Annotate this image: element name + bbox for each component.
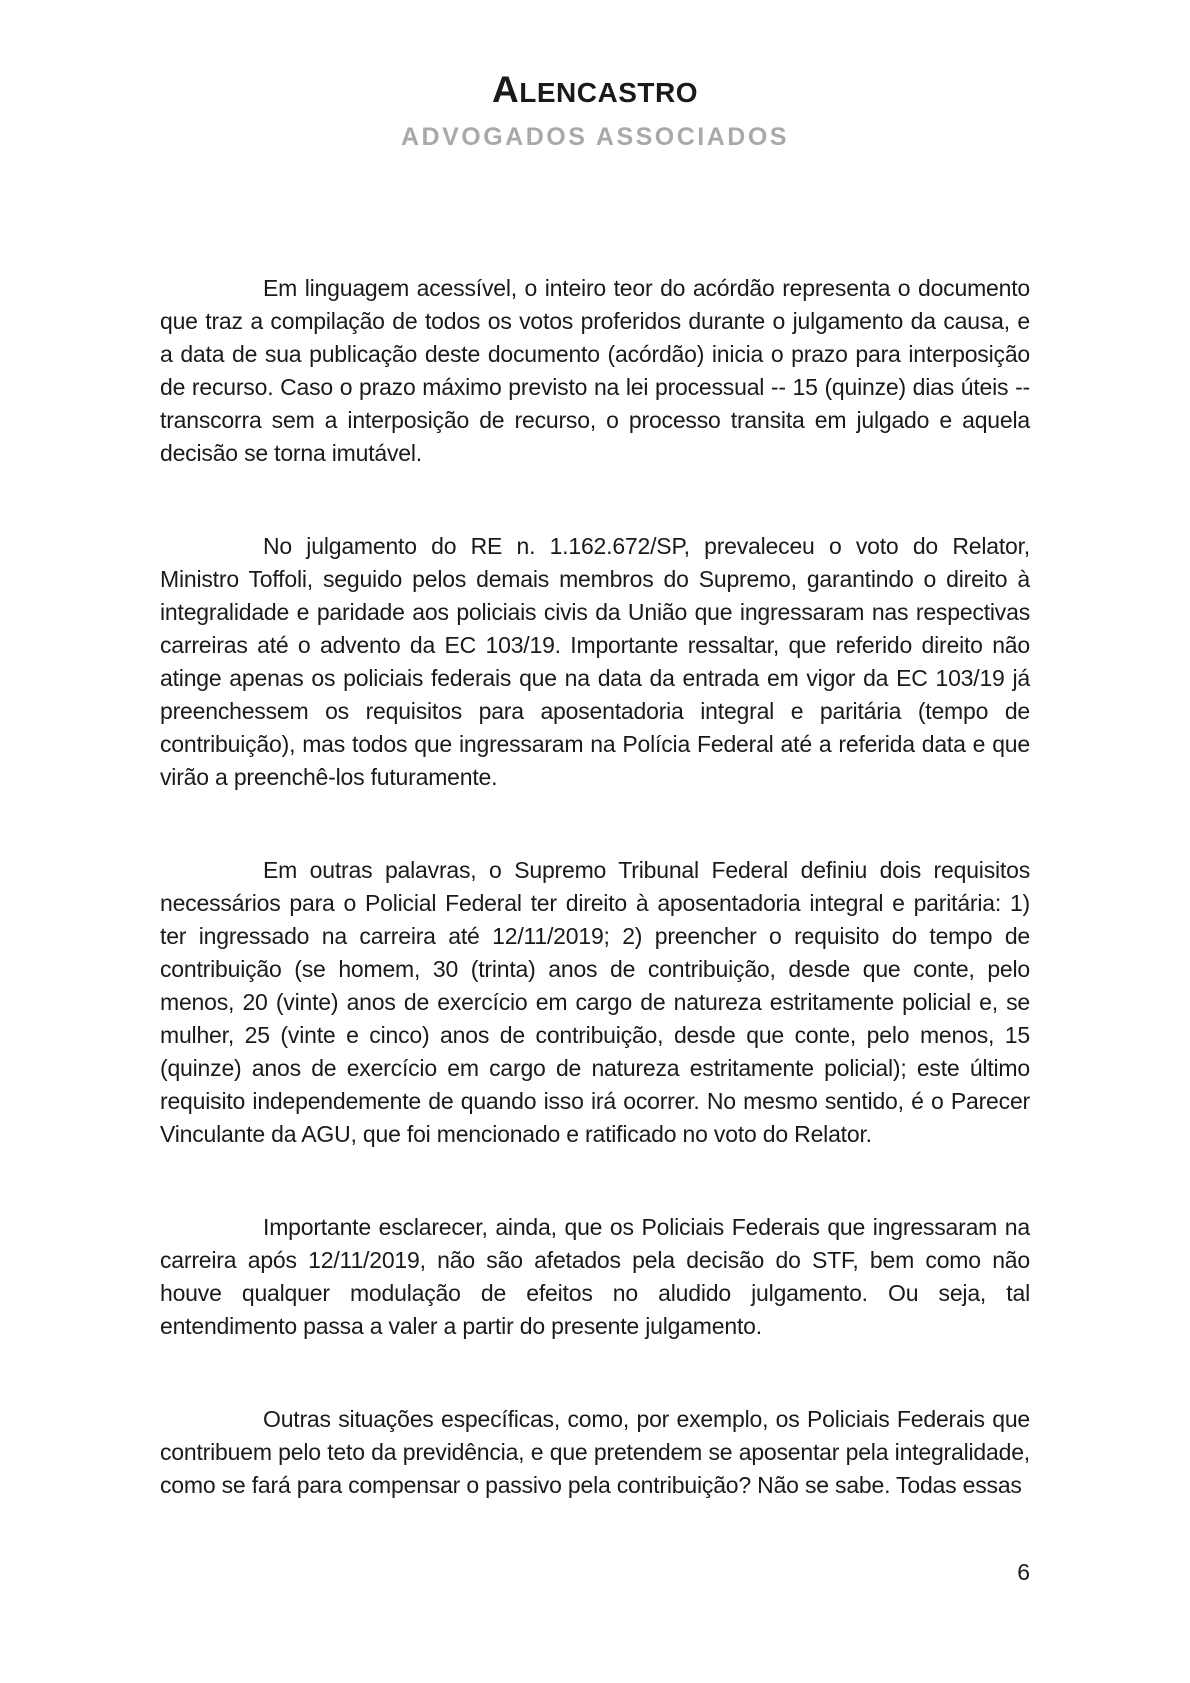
document-body	[160, 272, 1030, 1562]
paragraph-2: No julgamento do RE n. 1.162.672/SP, prevaleceu o voto do Relator, Ministro Toffoli, seguido pelos demais membros do Supremo, garantindo o direito à integralidade e paridade aos policiais civis da União que ingressaram nas respectivas carreiras até o advento da EC 103/19. Importante ressaltar, que referido direito não atinge apenas os policiais federais que na data da entrada em vigor da EC 103/19 já preenchessem os requisitos para aposentadoria integral e paritária (tempo de contribuição), mas todos que ingressaram na Polícia Federal até a referida data e que virão a preenchê-los futuramente.	[160, 533, 1030, 790]
firm-name-rest: LENCASTRO	[519, 77, 698, 108]
paragraph-3: Em outras palavras, o Supremo Tribunal Federal definiu dois requisitos necessários para o Policial Federal ter direito à aposentadoria integral e paritária: 1) ter ingressado na carreira até 12/11/2019; 2) preencher o requisito do tempo de contribuição (se homem, 30 (trinta) anos de contribuição, desde que conte, pelo menos, 20 (vinte) anos de exercício em cargo de natureza estritamente policial e, se mulher, 25 (vinte e cinco) anos de contribuição, desde que conte, pelo menos, 15 (quinze) anos de exercício em cargo de natureza estritamente policial); este último requisito independemente de quando isso irá ocorrer. No mesmo sentido, é o Parecer Vinculante da AGU, que foi mencionado e ratificado no voto do Relator.	[160, 857, 1030, 1147]
paragraph-5: Outras situações específicas, como, por exemplo, os Policiais Federais que contribuem pelo teto da previdência, e que pretendem se aposentar pela integralidade, como se fará para compensar o passivo pela contribuição? Não se sabe. Todas essas	[160, 1406, 1030, 1498]
paragraph-4: Importante esclarecer, ainda, que os Policiais Federais que ingressaram na carreira após 12/11/2019, não são afetados pela decisão do STF, bem como não houve qualquer modulação de efeitos no aludido julgamento. Ou seja, tal entendimento passa a valer a partir do presente julgamento.	[160, 1214, 1030, 1339]
firm-name-initial: A	[492, 69, 520, 110]
firm-subtitle: ADVOGADOS ASSOCIADOS	[400, 123, 789, 151]
letterhead	[0, 70, 1190, 152]
firm-name	[0, 70, 1190, 118]
paragraph-1: Em linguagem acessível, o inteiro teor do acórdão representa o documento que traz a compilação de todos os votos proferidos durante o julgamento da causa, e a data de sua publicação deste documento (acórdão) inicia o prazo para interposição de recurso. Caso o prazo máximo previsto na lei processual -- 15 (quinze) dias úteis -- transcorra sem a interposição de recurso, o processo transita em julgado e aquela decisão se torna imutável.	[160, 275, 1030, 466]
page-number: 6	[1017, 1559, 1030, 1585]
